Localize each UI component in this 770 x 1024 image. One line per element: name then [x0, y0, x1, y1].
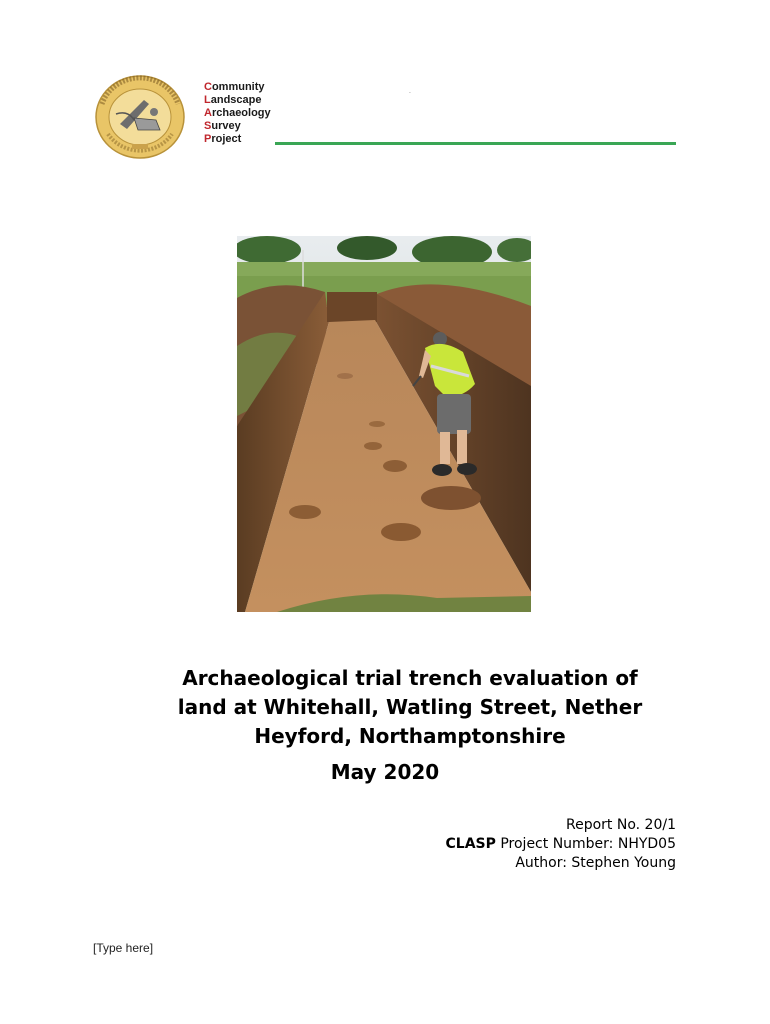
org-line-community: Community	[204, 81, 265, 93]
project-number-line	[446, 835, 676, 854]
trench-photo	[237, 236, 531, 612]
title-line-2: land at Whitehall, Watling Street, Nether	[177, 695, 643, 719]
title-line-1: Archaeological trial trench evaluation of	[182, 666, 638, 690]
report-date: May 2020	[330, 760, 440, 784]
org-line-survey: Survey	[204, 120, 241, 132]
footer-placeholder[interactable]: [Type here]	[93, 941, 154, 955]
org-line-archaeology: Archaeology	[204, 107, 271, 119]
stray-mark: .	[409, 88, 411, 95]
report-number: Report No. 20/1	[566, 817, 676, 833]
organisation-name	[204, 81, 271, 146]
project-number: Project Number: NHYD05	[495, 836, 676, 852]
header-rule	[275, 142, 676, 145]
org-line-project: Project	[204, 133, 242, 145]
title-line-3: Heyford, Northamptonshire	[254, 724, 566, 748]
report-title	[110, 664, 710, 751]
report-metadata	[446, 816, 676, 873]
clasp-label: CLASP	[445, 836, 496, 852]
org-line-landscape: Landscape	[204, 94, 262, 106]
clasp-logo	[94, 74, 186, 160]
report-author: Author: Stephen Young	[515, 855, 676, 871]
